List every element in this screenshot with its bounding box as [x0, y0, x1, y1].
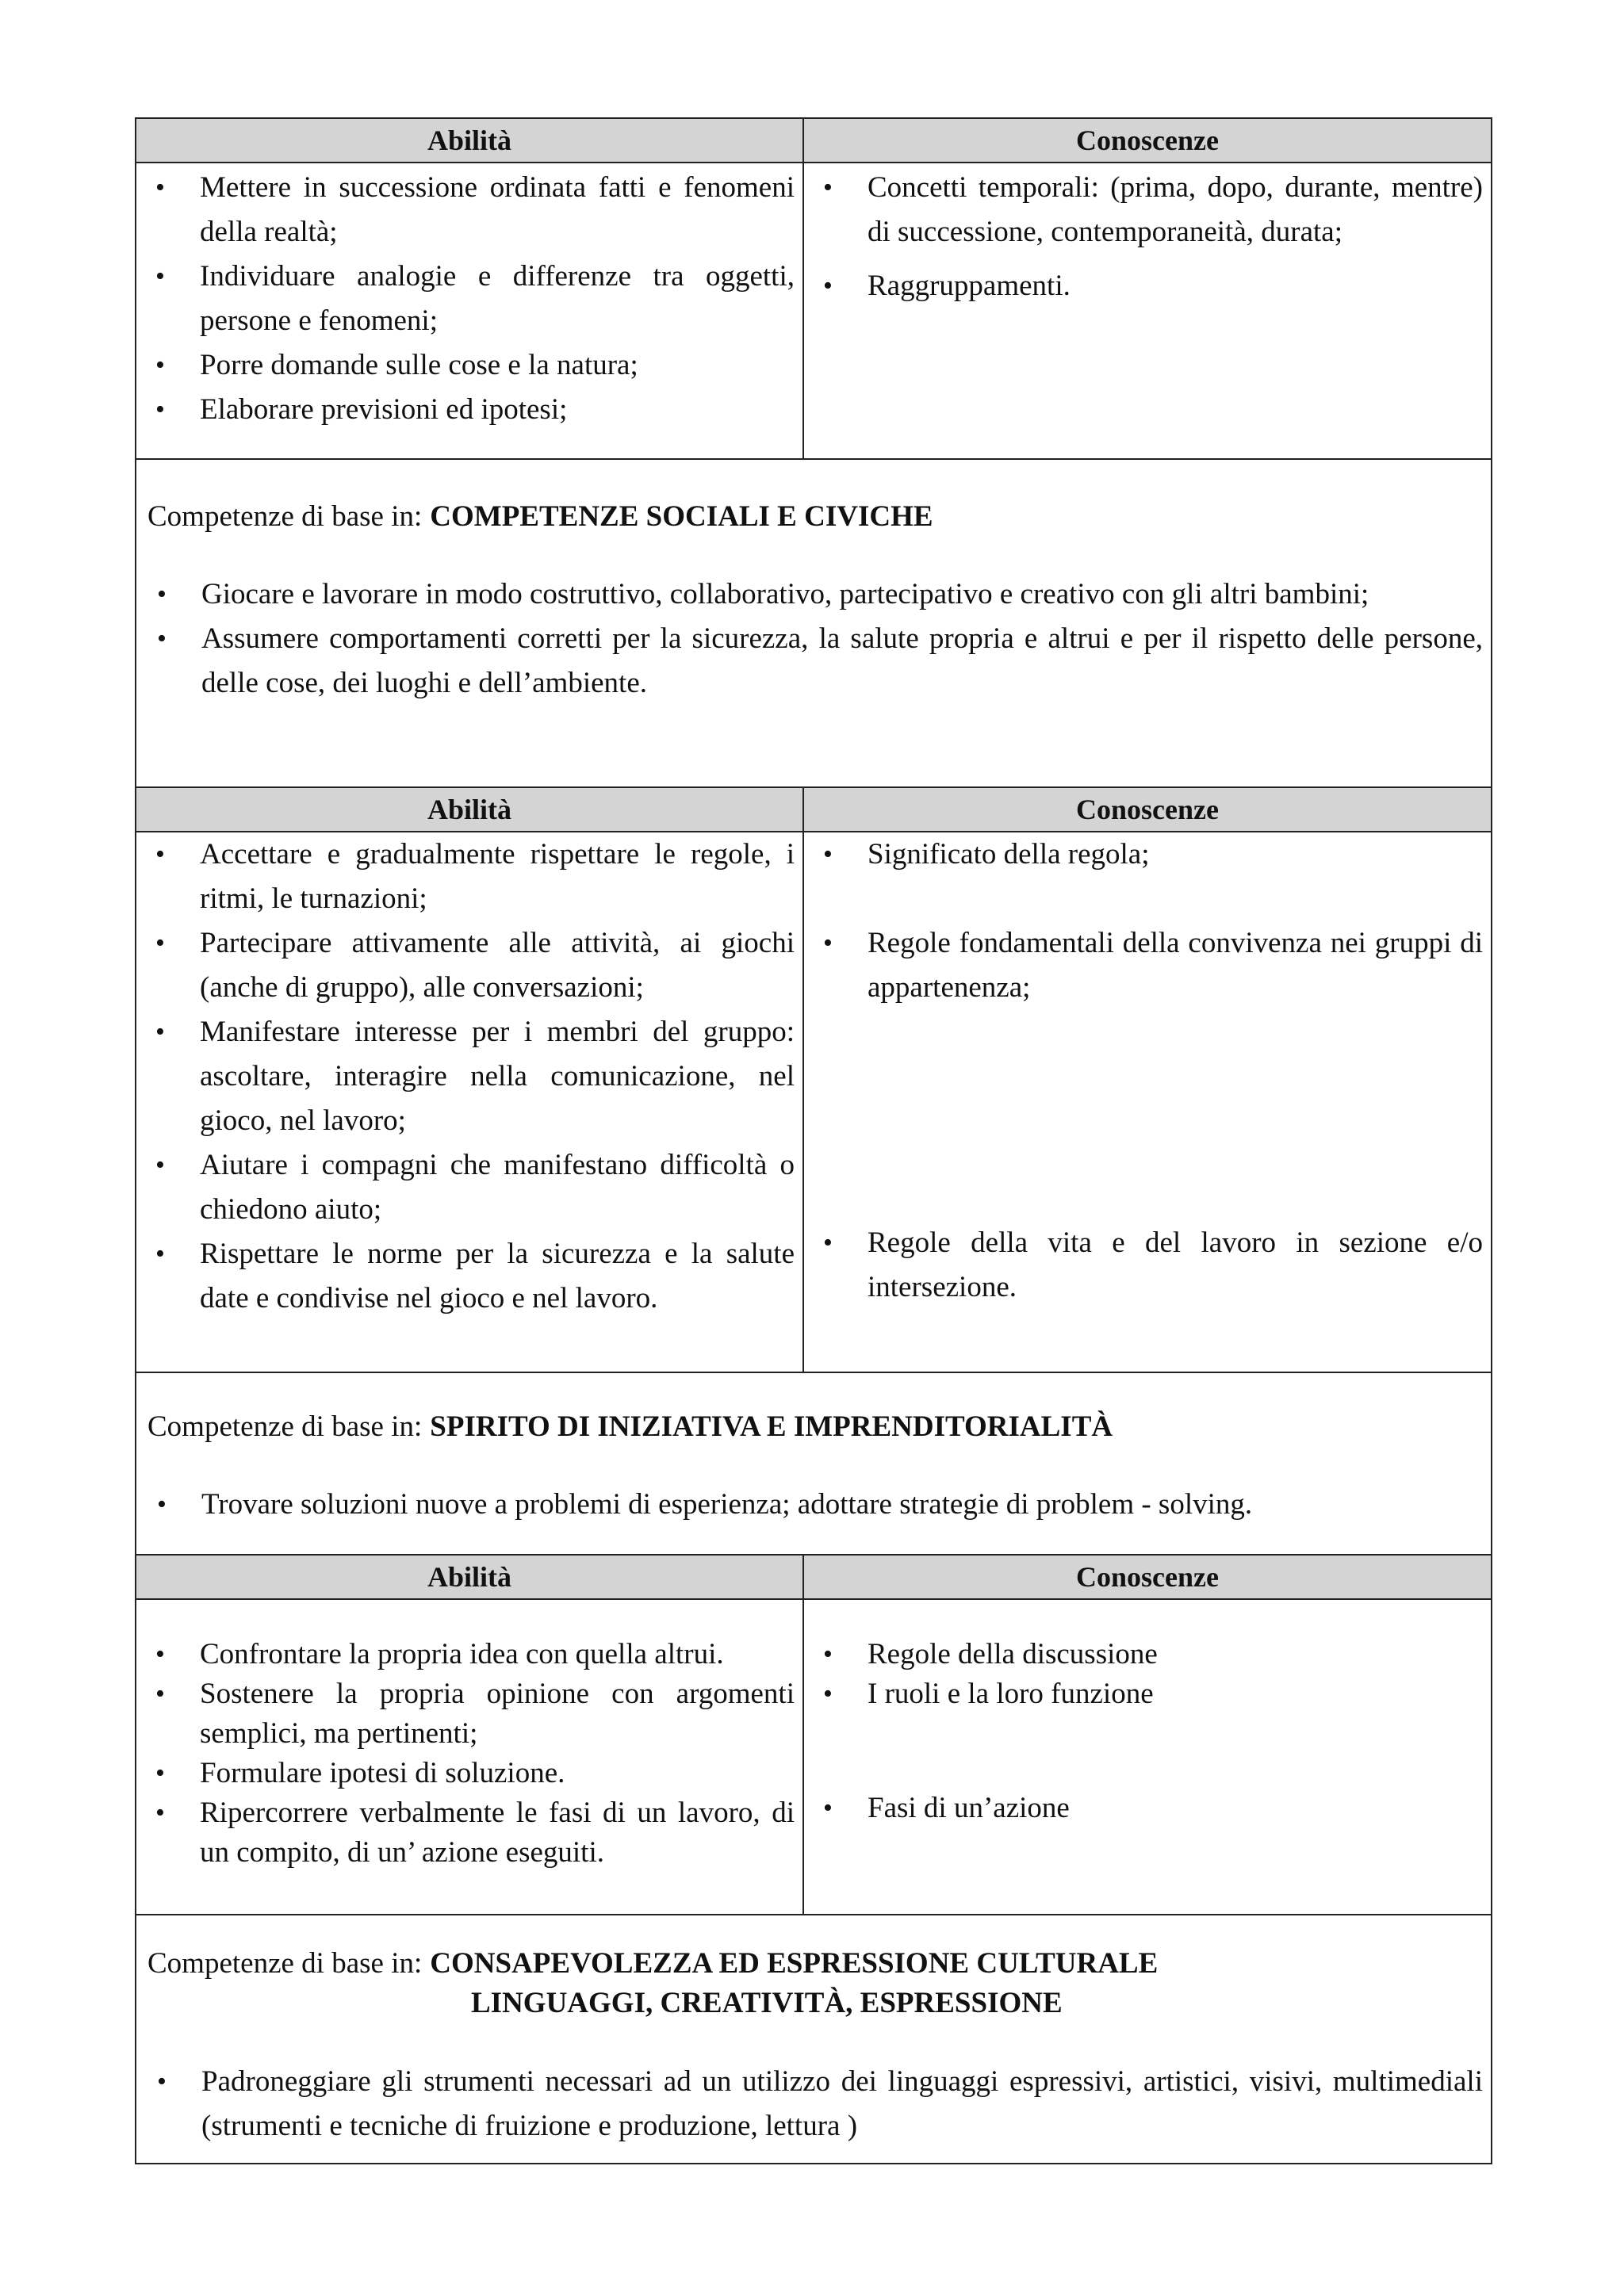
section-list: [147, 2060, 1483, 2149]
section-title: [147, 495, 1483, 539]
list-item: • Assumere comportamenti corretti per la sicurezza, la salute propria e altrui e per il rispetto delle persone, delle cose, dei luoghi e dell’ambiente.: [147, 617, 1483, 706]
section-heading: COMPETENZE SOCIALI E CIVICHE: [430, 500, 933, 533]
list-item: • Confrontare la propria idea con quella altrui.: [146, 1635, 795, 1674]
table-row: [136, 832, 1491, 1373]
table-header-row: [136, 1556, 1491, 1600]
abilita-cell: [136, 832, 804, 1372]
list-item: • I ruoli e la loro funzione: [814, 1674, 1483, 1714]
abilita-cell: [136, 163, 804, 458]
list-item: • Sostenere la propria opinione con argomenti semplici, ma pertinenti;: [146, 1674, 795, 1754]
list-item: • Concetti temporali: (prima, dopo, durante, mentre) di successione, contemporaneità, durata;: [814, 166, 1483, 254]
conoscenze-cell: [804, 832, 1491, 1372]
header-conoscenze: Conoscenze: [1076, 1561, 1219, 1593]
section-competenze-sociali: [136, 460, 1491, 788]
header-abilita: Abilità: [136, 119, 804, 162]
section-prefix: Competenze di base in:: [147, 1410, 423, 1443]
header-abilita: Abilità: [136, 1556, 804, 1598]
list-item: • Regole della vita e del lavoro in sezione e/o intersezione.: [814, 1221, 1483, 1310]
abilita-list: [146, 832, 795, 1321]
list-item: • Partecipare attivamente alle attività, ai giochi (anche di gruppo), alle conversazioni;: [146, 921, 795, 1010]
table-header-row: [136, 788, 1491, 832]
list-item: • Giocare e lavorare in modo costruttivo, collaborativo, partecipativo e creativo con gli altri bambini;: [147, 572, 1483, 617]
conoscenze-list: [814, 832, 1483, 1310]
list-item: • Fasi di un’azione: [814, 1789, 1483, 1828]
list-item: • Trovare soluzioni nuove a problemi di esperienza; adottare strategie di problem - solving.: [147, 1483, 1483, 1527]
table-row: [136, 1600, 1491, 1915]
list-item: • Significato della regola;: [814, 832, 1483, 877]
list-item: • Raggruppamenti.: [814, 264, 1483, 308]
header-conoscenze: Conoscenze: [1076, 794, 1219, 825]
list-item: • Manifestare interesse per i membri del gruppo: ascoltare, interagire nella comunicazione, nel gioco, nel lavoro;: [146, 1010, 795, 1143]
competences-table: [135, 117, 1492, 2164]
section-heading: CONSAPEVOLEZZA ED ESPRESSIONE CULTURALE: [430, 1947, 1159, 1980]
section-heading: SPIRITO DI INIZIATIVA E IMPRENDITORIALITÀ: [430, 1410, 1113, 1443]
section-subtitle: LINGUAGGI, CREATIVITÀ, ESPRESSIONE: [471, 1987, 1063, 2019]
section-prefix: Competenze di base in:: [147, 1947, 423, 1980]
section-spirito-iniziativa: [136, 1373, 1491, 1556]
list-item: • Formulare ipotesi di soluzione.: [146, 1754, 795, 1793]
conoscenze-list: [814, 1635, 1483, 1828]
list-item: • Aiutare i compagni che manifestano difficoltà o chiedono aiuto;: [146, 1143, 795, 1232]
list-item: • Regole fondamentali della convivenza nei gruppi di appartenenza;: [814, 921, 1483, 1010]
abilita-list: [146, 166, 795, 432]
list-item: • Porre domande sulle cose e la natura;: [146, 343, 795, 388]
conoscenze-cell: [804, 1600, 1491, 1914]
section-list: [147, 1483, 1483, 1527]
abilita-list: [146, 1635, 795, 1873]
table-header-row: [136, 119, 1491, 163]
section-list: [147, 572, 1483, 706]
list-item: • Elaborare previsioni ed ipotesi;: [146, 388, 795, 432]
conoscenze-cell: [804, 163, 1491, 458]
section-prefix: Competenze di base in:: [147, 500, 423, 533]
header-abilita: Abilità: [136, 788, 804, 831]
section-title: [147, 1405, 1483, 1449]
section-consapevolezza-culturale: [136, 1915, 1491, 2163]
list-item: • Rispettare le norme per la sicurezza e la salute date e condivise nel gioco e nel lavoro.: [146, 1232, 795, 1321]
conoscenze-list: [814, 166, 1483, 308]
list-item: • Mettere in successione ordinata fatti e fenomeni della realtà;: [146, 166, 795, 254]
list-item: • Ripercorrere verbalmente le fasi di un lavoro, di un compito, di un’ azione eseguiti.: [146, 1793, 795, 1873]
abilita-cell: [136, 1600, 804, 1914]
section-title: [147, 1944, 1483, 1984]
list-item: • Padroneggiare gli strumenti necessari ad un utilizzo dei linguaggi espressivi, artistici, visivi, multimediali (strumenti e tecniche di fruizione e produzione, lettura ): [147, 2060, 1483, 2149]
list-item: • Individuare analogie e differenze tra oggetti, persone e fenomeni;: [146, 254, 795, 343]
list-item: • Accettare e gradualmente rispettare le regole, i ritmi, le turnazioni;: [146, 832, 795, 921]
list-item: • Regole della discussione: [814, 1635, 1483, 1674]
header-conoscenze: Conoscenze: [1076, 124, 1219, 156]
table-row: [136, 163, 1491, 460]
